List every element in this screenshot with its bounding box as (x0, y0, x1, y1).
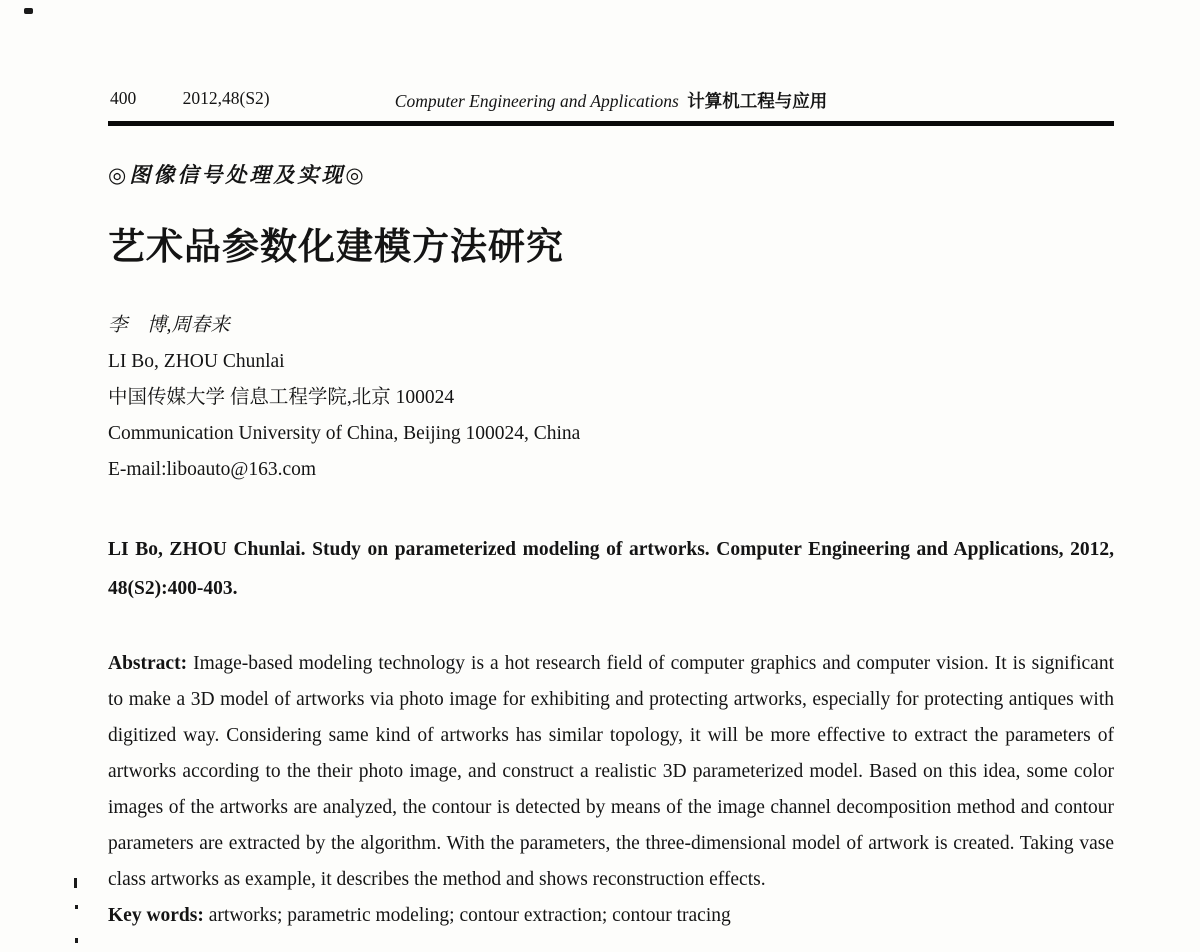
abstract (108, 646, 1114, 898)
scan-artifact (75, 938, 78, 943)
running-header (108, 88, 1114, 112)
citation: LI Bo, ZHOU Chunlai. Study on parameterized modeling of artworks. Computer Engineering and Applications, 2012, 48(S2):400-403. (108, 539, 1114, 599)
journal-title-en: Computer Engineering and Applications (394, 91, 679, 111)
email-line: E-mail:liboauto@163.com (108, 459, 317, 480)
keywords-label: Key words: (108, 905, 204, 926)
issue-info: 2012,48(S2) (182, 88, 270, 108)
authors-cn: 李 博,周春来 (108, 315, 230, 336)
authors-en: LI Bo, ZHOU Chunlai (108, 351, 285, 372)
abstract-text: Image-based modeling technology is a hot research field of computer graphics and computer vision. It is significant to make a 3D model of artworks via photo image for exhibiting and protecting artworks, especially for protecting antiques with digitized way. Considering same kind of artworks has similar topology, it will be more effective to extract the parameters of artworks according to the their photo image, and construct a realistic 3D parameterized model. Based on this idea, some color images of the artworks are analyzed, the contour is detected by means of the image channel decomposition method and contour parameters are extracted by the algorithm. With the parameters, the three-dimensional model of artwork is created. Taking vase class artworks as example, it describes the method and shows reconstruction effects. (108, 653, 1114, 890)
author-block (108, 308, 1114, 488)
section-marker: ◎图像信号处理及实现◎ (108, 163, 367, 187)
affiliation-cn: 中国传媒大学 信息工程学院,北京 100024 (108, 387, 455, 408)
affiliation-en: Communication University of China, Beijing 100024, China (108, 423, 581, 444)
keywords-text: artworks; parametric modeling; contour extraction; contour tracing (203, 905, 731, 926)
journal-title-cn: 计算机工程与应用 (687, 91, 828, 111)
scan-artifact (75, 905, 78, 909)
page-number: 400 (110, 88, 137, 108)
header-rule (108, 121, 1114, 126)
abstract-label: Abstract: (108, 653, 188, 674)
scan-artifact (74, 878, 77, 888)
article-title: 艺术品参数化建模方法研究 (108, 226, 564, 267)
keywords (108, 898, 1114, 934)
paper-page (108, 0, 1114, 934)
journal-title (108, 88, 1114, 113)
scan-artifact (24, 8, 33, 14)
